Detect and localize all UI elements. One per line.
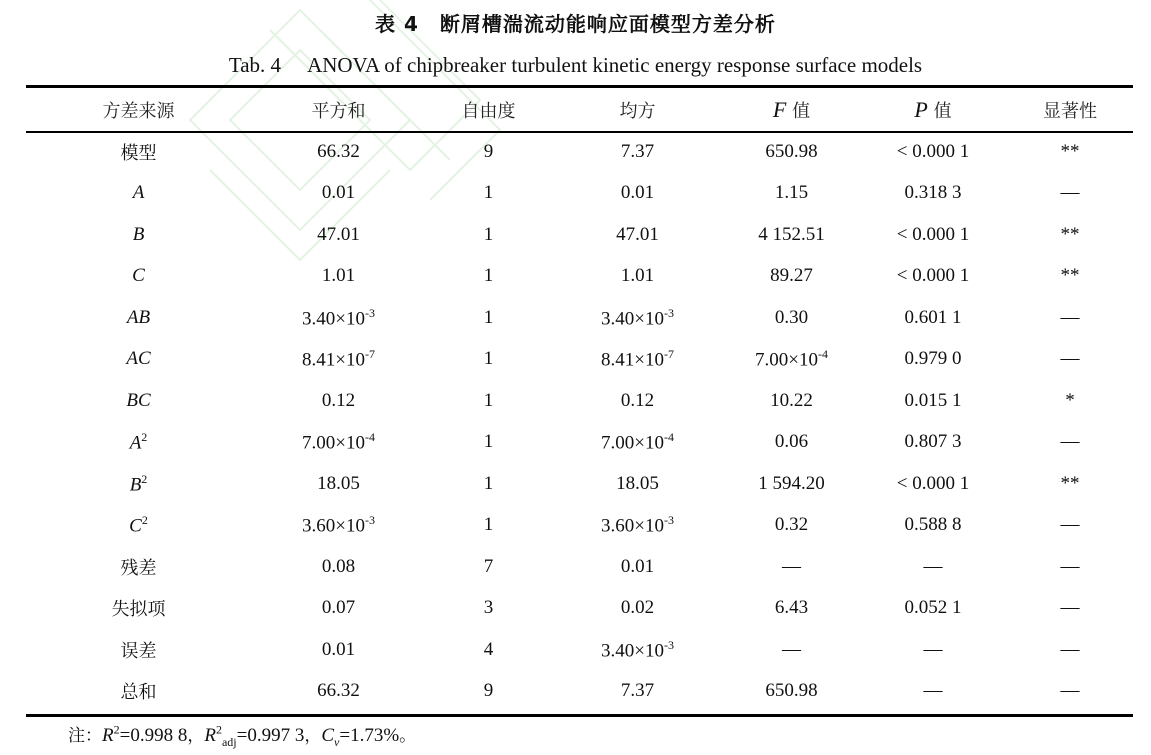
table-row	[26, 173, 1133, 215]
cell-ss: 66.32	[317, 680, 360, 702]
cell-f: 650.98	[765, 680, 818, 702]
table-row	[26, 505, 1133, 547]
cell-sig: **	[1060, 265, 1080, 287]
table-row	[26, 339, 1133, 381]
cell-sig: —	[1060, 555, 1080, 577]
cell-f: 0.32	[774, 514, 809, 536]
table-row	[26, 131, 1133, 173]
header-f	[724, 88, 859, 131]
cell-source: AB	[126, 306, 151, 328]
cell-sig: **	[1060, 140, 1080, 162]
cell-ss: $7.00\times 10^{-4}$	[302, 430, 375, 454]
cell-df: 9	[483, 140, 494, 162]
cell-ss: 0.07	[321, 597, 356, 619]
cell-df: 1	[483, 182, 494, 204]
cell-df: 4	[483, 638, 494, 660]
note-r2-value: 0.998 8	[130, 725, 188, 746]
cell-f: —	[782, 638, 801, 660]
cell-sig: —	[1060, 182, 1080, 204]
cell-f: 1.15	[774, 182, 809, 204]
note-adj-sub: adj	[221, 734, 237, 749]
table-body	[26, 131, 1133, 712]
cell-sig: **	[1060, 472, 1080, 494]
table-row	[26, 629, 1133, 671]
cell-sig: —	[1060, 597, 1080, 619]
cell-p: 0.318 3	[904, 182, 962, 204]
cell-ss: 66.32	[317, 140, 360, 162]
cell-ss: 0.08	[321, 555, 356, 577]
cell-f: —	[782, 555, 801, 577]
cell-df: 1	[483, 306, 494, 328]
cell-p: —	[923, 638, 943, 660]
cell-ms: 7.37	[620, 680, 655, 702]
table-label: Tab. 4	[228, 53, 282, 77]
cell-p: 0.979 0	[904, 348, 962, 370]
cell-p: 0.015 1	[904, 389, 962, 411]
cell-p: 0.052 1	[904, 597, 962, 619]
cell-source: AC	[126, 348, 151, 370]
cell-f: 89.27	[770, 265, 813, 287]
cell-ms: 7.37	[620, 140, 655, 162]
cell-ms: 1.01	[620, 265, 655, 287]
table-note: 注：$R^2=0.998$ 8，$R^2_{adj}=0.997$ 3，$C_v=1.73\%$。	[68, 722, 417, 749]
cell-ms: $3.40\times 10^{-3}$	[601, 305, 674, 329]
cell-ms: $8.41\times 10^{-7}$	[601, 347, 674, 371]
cell-ms: 47.01	[616, 223, 659, 245]
cell-ms: $7.00\times 10^{-4}$	[601, 430, 674, 454]
header-p-suffix: 值	[933, 100, 952, 122]
cell-source: 失拟项	[111, 599, 166, 621]
cell-p: 0.601 1	[904, 306, 962, 328]
cell-ss: 0.01	[321, 182, 356, 204]
cell-p: < 0.000 1	[896, 140, 970, 162]
cell-ms: $3.60\times 10^{-3}$	[601, 513, 674, 537]
cell-source: $C^2$	[129, 513, 148, 537]
cell-df: 7	[483, 555, 494, 577]
cell-ms: 18.05	[616, 472, 659, 494]
cell-sig: **	[1060, 223, 1080, 245]
cell-source: 残差	[120, 557, 157, 579]
cell-p: —	[923, 680, 943, 702]
cell-df: 1	[483, 223, 494, 245]
cell-ss: 0.12	[321, 389, 356, 411]
cell-source: 总和	[120, 682, 157, 704]
table-caption: ANOVA of chipbreaker turbulent kinetic energy response surface models	[307, 53, 923, 77]
header-sig: 显著性	[1043, 100, 1097, 122]
table-row	[26, 256, 1133, 298]
cell-f: 6.43	[774, 597, 809, 619]
cell-ss: 47.01	[317, 223, 360, 245]
header-source: 方差来源	[102, 100, 175, 122]
cell-df: 1	[483, 514, 494, 536]
table-title-cn: 表 4 断屑槽湍流动能响应面模型方差分析	[375, 12, 776, 36]
table-row	[26, 422, 1133, 464]
cell-p: < 0.000 1	[896, 472, 970, 494]
cell-ms: 0.01	[620, 555, 655, 577]
cell-source: $B^2$	[129, 471, 148, 495]
cell-df: 1	[483, 472, 494, 494]
cell-sig: —	[1060, 348, 1080, 370]
cell-sig: —	[1060, 306, 1080, 328]
table-row	[26, 214, 1133, 256]
header-ms: 均方	[619, 100, 656, 122]
header-ss: 平方和	[311, 100, 366, 122]
cell-sig: —	[1060, 514, 1080, 536]
note-label: 注：	[68, 726, 102, 746]
cell-df: 9	[483, 680, 494, 702]
cell-f: 1 594.20	[758, 472, 825, 494]
cell-source: BC	[126, 389, 151, 411]
cell-p: 0.588 8	[904, 514, 962, 536]
cell-ms: 0.12	[620, 389, 655, 411]
cell-f: 4 152.51	[758, 223, 825, 245]
cell-source: A	[132, 182, 145, 204]
header-df: 自由度	[461, 100, 516, 122]
cell-p: 0.807 3	[904, 431, 962, 453]
cell-ss: 18.05	[317, 472, 360, 494]
cell-source: $A^2$	[129, 430, 148, 454]
cell-df: 1	[483, 389, 494, 411]
cell-df: 1	[483, 265, 494, 287]
note-cv-value: 1.73%	[350, 725, 400, 746]
cell-ss: 1.01	[321, 265, 356, 287]
cell-ss: $8.41\times 10^{-7}$	[302, 347, 375, 371]
header-p	[859, 88, 1007, 131]
cell-f: 650.98	[765, 140, 818, 162]
cell-source: C	[132, 265, 145, 287]
cell-df: 3	[483, 597, 494, 619]
cell-sig: —	[1060, 638, 1080, 660]
table-row	[26, 463, 1133, 505]
cell-ss: $3.40\times 10^{-3}$	[302, 305, 375, 329]
table-row	[26, 380, 1133, 422]
header-p-symbol: P	[914, 96, 928, 122]
cell-sig: *	[1065, 389, 1075, 411]
table-row	[26, 671, 1133, 713]
cell-f: 0.30	[774, 306, 809, 328]
header-f-suffix: 值	[792, 100, 811, 122]
cell-source: 误差	[120, 640, 157, 662]
note-r2adj-value: 0.997 3	[247, 725, 305, 746]
header-row	[26, 88, 1133, 131]
cell-f: 0.06	[774, 431, 809, 453]
table-row	[26, 588, 1133, 630]
cell-ms: $3.40\times 10^{-3}$	[601, 637, 674, 661]
header-f-symbol: F	[772, 96, 787, 122]
cell-source: B	[132, 223, 145, 245]
cell-source: 模型	[120, 142, 157, 164]
cell-ms: 0.01	[620, 182, 655, 204]
table-row	[26, 546, 1133, 588]
cell-df: 1	[483, 348, 494, 370]
cell-f: $7.00\times 10^{-4}$	[755, 347, 828, 371]
table-row	[26, 297, 1133, 339]
cell-ss: $3.60\times 10^{-3}$	[302, 513, 375, 537]
cell-ms: 0.02	[620, 597, 655, 619]
cell-f: 10.22	[770, 389, 813, 411]
cell-sig: —	[1060, 431, 1080, 453]
cell-ss: 0.01	[321, 638, 356, 660]
cell-p: < 0.000 1	[896, 265, 970, 287]
cell-sig: —	[1060, 680, 1080, 702]
cell-df: 1	[483, 431, 494, 453]
table-title-en	[0, 53, 1151, 78]
bottom-rule	[26, 714, 1133, 717]
cell-p: < 0.000 1	[896, 223, 970, 245]
cell-p: —	[923, 555, 943, 577]
anova-table	[26, 88, 1133, 712]
